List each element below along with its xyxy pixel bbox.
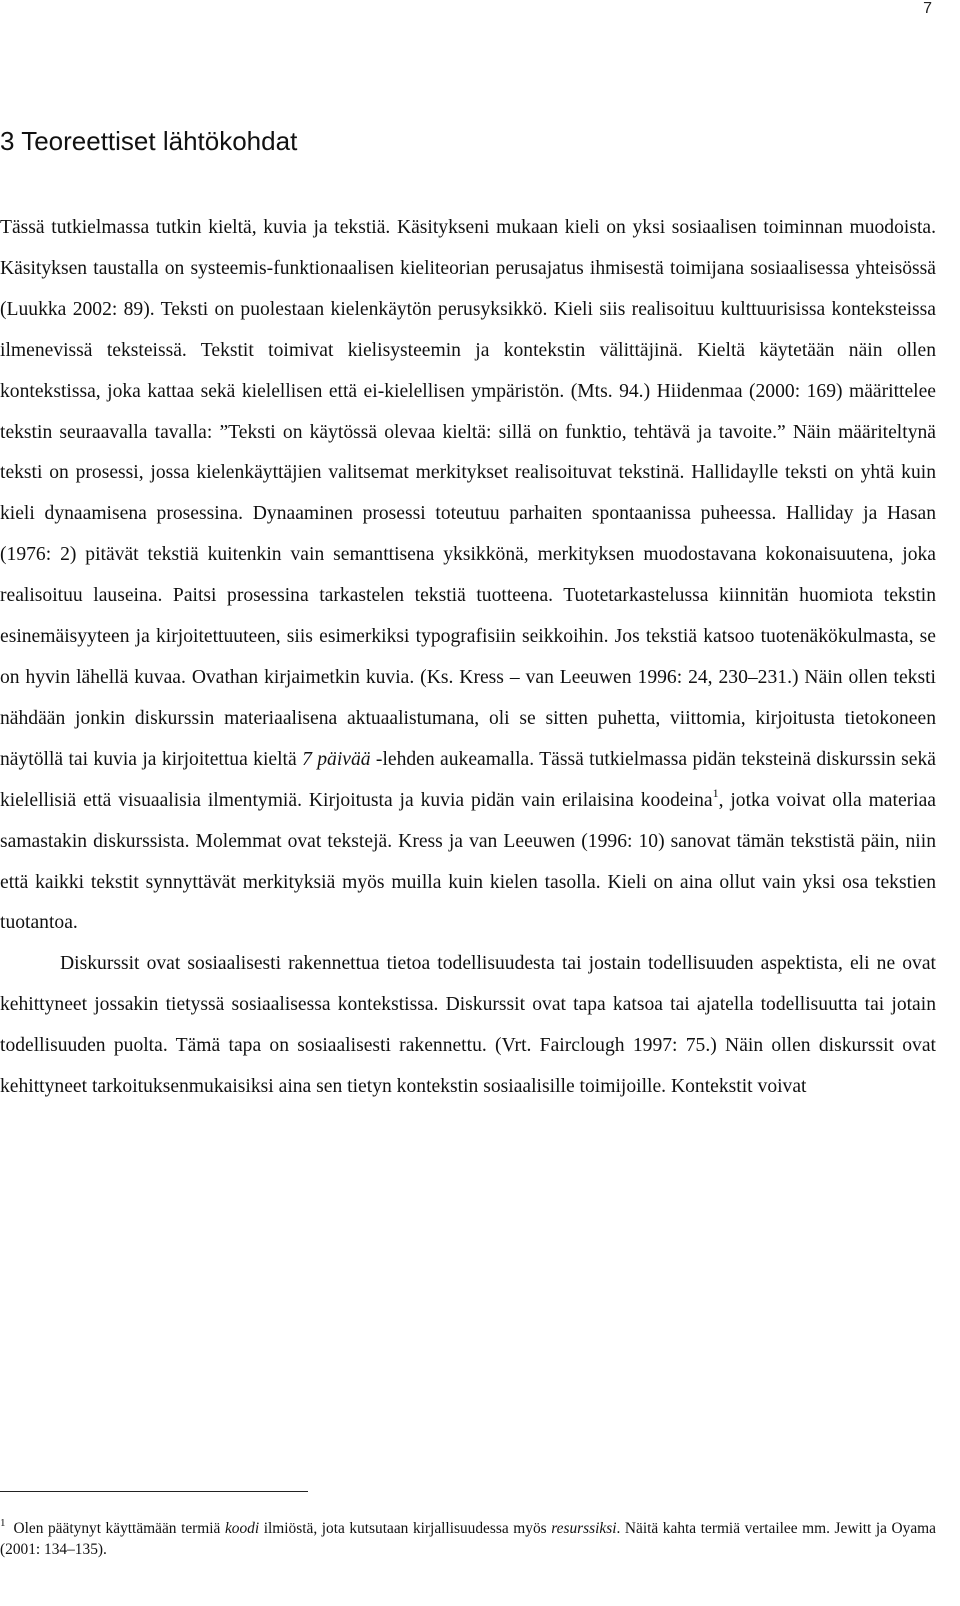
paragraph [0, 208, 936, 944]
paragraph-text: Tässä tutkielmassa tutkin kieltä, kuvia ja tekstiä. Käsitykseni mukaan kieli on yksi sosiaalisen toiminnan muodoista. Käsityksen taustalla on systeemis-funktionaalisen kieliteorian perusajatus ihmisestä toimijana sosiaalisessa yhteisössä (Luukka 2002: 89). Teksti on puolestaan kielenkäytön perusyksikkö. Kieli siis realisoituu kulttuurisissa konteksteissa ilmenevissä teksteissä. Tekstit toimivat kielisysteemin ja kontekstin välittäjinä. Kieltä käytetään näin ollen kontekstissa, joka kattaa sekä kielellisen että ei-kielellisen ympäristön. (Mts. 94.) Hiidenmaa (2000: 169) määrittelee tekstin seuraavalla tavalla: ”Teksti on käytössä olevaa kieltä: sillä on funktio, tehtävä ja tavoite.” Näin määriteltynä teksti on prosessi, jossa kielenkäyttäjien valitsemat merkitykset realisoituvat tekstinä. Hallidaylle teksti on yhtä kuin kieli dynaamisena prosessina. Dynaaminen prosessi toteutuu parhaiten spontaanissa puheessa. Halliday ja Hasan (1976: 2) pitävät tekstiä kuitenkin vain semanttisena yksikkönä, merkityksen muodostavana kokonaisuutena, joka realisoituu lauseina. Paitsi prosessina tarkastelen tekstiä tuotteena. Tuotetarkastelussa kiinnitän huomiota tekstin esinemäisyyteen ja kirjoitettuuteen, siis esimerkiksi typografisiin seikkoihin. Jos tekstiä katsoo tuotenäkökulmasta, se on hyvin lähellä kuvaa. Ovathan kirjaimetkin kuvia. (Ks. Kress – van Leeuwen 1996: 24, 230–231.) Näin ollen teksti nähdään jonkin diskurssin materiaalisena aktuaalistumana, oli se sitten puhetta, viittomia, kirjoitusta tietokoneen näytöllä tai kuvia ja kirjoitettua kieltä [0, 217, 936, 770]
paragraph-text: -lehden aukeamalla. Tässä tutkielmassa pidän teksteinä diskurssin sekä kielellisiä että visuaalisia ilmentymiä. Kirjoitusta ja kuvia pidän vain erilaisina koodeina [0, 748, 937, 811]
footnote-text: . Näitä kahta termiä vertailee mm. Jewitt ja Oyama (2001: 134–135). [0, 1520, 936, 1558]
body-text [0, 208, 936, 1108]
magazine-title: 7 päivää [302, 748, 371, 770]
footnote-reference: 1 [712, 785, 719, 800]
footnote-text: Olen päätynyt käyttämään termiä [13, 1520, 225, 1537]
page-number: 7 [923, 0, 932, 17]
footnote-divider [0, 1491, 308, 1492]
footnote-text: ilmiöstä, jota kutsutaan kirjallisuudessa myös [259, 1520, 552, 1537]
footnote-term: resurssiksi [551, 1520, 617, 1537]
paragraph-text: , jotka voivat olla materiaa samastakin diskurssista. Molemmat ovat tekstejä. Kress ja van Leeuwen (1996: 10) sanovat tämän tekstistä päin, niin että kaikki tekstit synnyttävät merkityksiä myös muilla kuin kielen tasolla. Kieli on aina ollut vain yksi osa tekstien tuotantoa. [0, 789, 937, 934]
footnote [0, 1518, 936, 1560]
footnote-term: koodi [224, 1520, 260, 1537]
section-heading: 3 Teoreettiset lähtökohdat [0, 126, 298, 156]
paragraph: Diskurssit ovat sosiaalisesti rakennettua tietoa todellisuudesta tai jostain todellisuuden aspektista, eli ne ovat kehittyneet jossakin tietyssä sosiaalisessa kontekstissa. Diskurssit ovat tapa katsoa tai ajatella todellisuutta tai jotain todellisuuden puolta. Tämä tapa on sosiaalisesti rakennettu. (Vrt. Fairclough 1997: 75.) Näin ollen diskurssit ovat kehittyneet tarkoituksenmukaisiksi aina sen tietyn kontekstin sosiaalisille toimijoille. Kontekstit voivat [0, 953, 936, 1098]
footnote-number: 1 [0, 1517, 6, 1529]
